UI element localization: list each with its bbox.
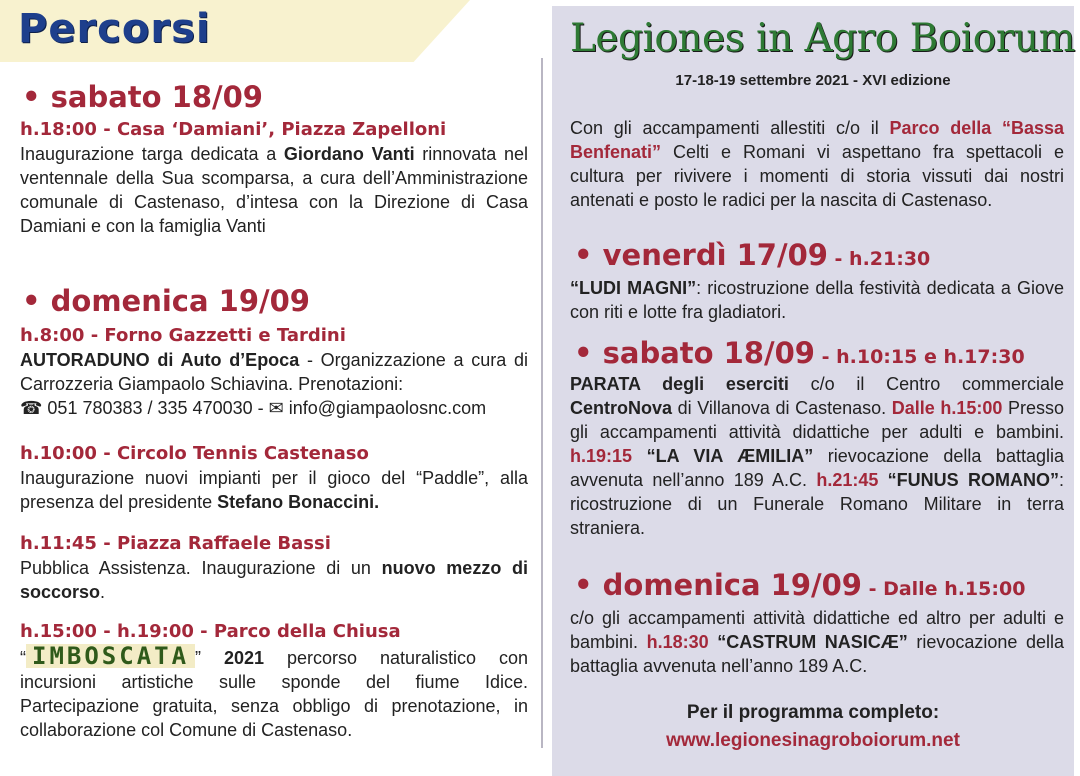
event-text: AUTORADUNO di Auto d’Epoca - Organizzazione a cura di Carrozzeria Giampaolo Schiavina. Prenotazioni: <box>20 350 528 394</box>
day-label: • venerdì 17/09 - h.21:30 <box>574 238 931 272</box>
event-block <box>20 118 528 238</box>
event-block <box>20 620 528 742</box>
event-block <box>20 532 528 604</box>
intro-text: Con gli accampamenti allestiti c/o il Parco della “Bassa Benfenati” Celti e Romani vi aspettano fra spettacoli e cultura per rivivere i momenti di storia vissuti dai nostri antenati e posto le radici per la nascita di Castenaso. <box>570 118 1064 210</box>
phone-number: 051 780383 / 335 470030 - <box>42 398 269 418</box>
event-text: c/o gli accampamenti attività didattiche ed altro per adulti e bambini. h.18:30 “CASTRUM NASICÆ” rievocazione della battaglia avvenuta nell’anno 189 A.C. <box>570 608 1064 676</box>
column-divider <box>541 58 543 748</box>
festival-subtitle: 17-18-19 settembre 2021 - XVI edizione <box>675 72 951 89</box>
event-block <box>570 276 1064 324</box>
event-header: h.11:45 - Piazza Raffaele Bassi <box>20 533 331 554</box>
day-label: • sabato 18/09 - h.10:15 e h.17:30 <box>574 336 1025 370</box>
event-text: Inaugurazione nuovi impianti per il gioco del “Paddle”, alla presenza del presidente Stefano Bonaccini. <box>20 468 528 512</box>
event-header: h.8:00 - Forno Gazzetti e Tardini <box>20 325 346 346</box>
event-text: PARATA degli eserciti c/o il Centro commerciale CentroNova di Villanova di Castenaso. Dalle h.15:00 Presso gli accampamenti attività didattiche per adulti e bambini. h.19:15 “LA VIA ÆMILIA” rievocazione della battaglia avvenuta nell’anno 189 A.C. h.21:45 “FUNUS ROMANO”: ricostruzione di un Funerale Romano Militare in terra straniera. <box>570 374 1064 538</box>
website-link[interactable]: www.legionesinagroboiorum.net <box>666 730 960 751</box>
day-heading-sabato <box>22 80 532 114</box>
day-heading-domenica <box>574 568 1068 606</box>
event-block <box>20 442 528 514</box>
day-time: - h.21:30 <box>827 248 931 270</box>
program-label: Per il programma completo: <box>686 702 940 723</box>
event-header: h.10:00 - Circolo Tennis Castenaso <box>20 443 369 464</box>
intro-paragraph <box>570 116 1064 212</box>
day-heading-venerdi <box>574 238 1068 276</box>
event-text: “LUDI MAGNI”: ricostruzione della festività dedicata a Giove con riti e lotte fra gladiatori. <box>570 278 1064 322</box>
event-text: Pubblica Assistenza. Inaugurazione di un nuovo mezzo di soccorso. <box>20 558 528 602</box>
contact-line <box>20 396 528 420</box>
day-label: • sabato 18/09 <box>22 80 263 114</box>
email-address: info@giampaolosnc.com <box>283 398 487 418</box>
day-heading-domenica <box>22 284 532 318</box>
right-panel <box>552 6 1074 776</box>
festival-title: Legiones in Agro Boiorum <box>570 16 1075 61</box>
day-label: • domenica 19/09 - Dalle h.15:00 <box>574 568 1026 602</box>
event-header: h.18:00 - Casa ‘Damiani’, Piazza Zapelloni <box>20 119 447 140</box>
event-text: Inaugurazione targa dedicata a Giordano Vanti rinnovata nel ventennale della Sua scomparsa, a cura dell’Amministrazione comunale di Castenaso, d’intesa con la Direzione di Casa Damiani e con la famiglia Vanti <box>20 144 528 236</box>
imboscata-logo: IMBOSCATA <box>26 644 195 668</box>
event-header: h.15:00 - h.19:00 - Parco della Chiusa <box>20 621 401 642</box>
event-text: “ IMBOSCATA ” 2021 percorso naturalistico con incursioni artistiche sulle sponde del fiume Idice. Partecipazione gratuita, senza obbligo di prenotazione, in collaborazione col Comune di Castenaso. <box>20 642 528 740</box>
page-title: Percorsi <box>18 6 211 52</box>
phone-icon: ☎ <box>20 398 43 418</box>
day-time: - Dalle h.15:00 <box>861 578 1026 600</box>
day-time: - h.10:15 e h.17:30 <box>814 346 1025 368</box>
event-block <box>570 606 1064 678</box>
day-label: • domenica 19/09 <box>22 284 310 318</box>
event-block <box>570 372 1064 540</box>
event-block <box>20 324 528 420</box>
day-heading-sabato <box>574 336 1068 374</box>
mail-icon: ✉ <box>268 398 284 418</box>
